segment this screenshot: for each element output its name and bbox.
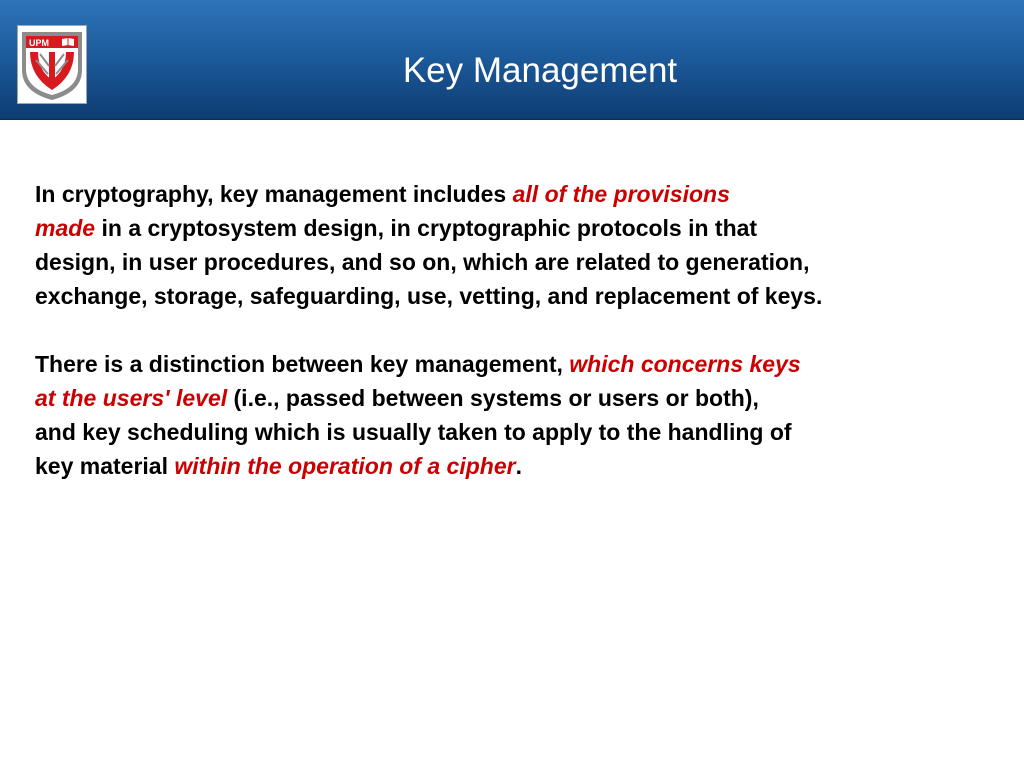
text-segment: . [515, 453, 522, 479]
title-bar [0, 0, 1024, 120]
text-segment: (i.e., passed between systems or users or both), [227, 385, 759, 411]
text-line-4 [35, 453, 522, 479]
upm-logo [17, 25, 87, 104]
text-segment: key material [35, 453, 175, 479]
emphasis-text: within the operation of a cipher [174, 453, 516, 479]
emphasis-text: all of the provisions [512, 181, 730, 207]
paragraph-distinction [35, 347, 1020, 483]
text-segment: In cryptography, key management includes [35, 181, 513, 207]
emphasis-text: at the users' level [35, 385, 228, 411]
text-line-2 [35, 215, 757, 241]
text-line-1 [35, 181, 730, 207]
text-line-4: exchange, storage, safeguarding, use, vetting, and replacement of keys. [35, 283, 823, 309]
text-line-1 [35, 351, 801, 377]
emphasis-text: made [35, 215, 96, 241]
slide-body [35, 177, 1020, 483]
text-line-3: design, in user procedures, and so on, which are related to generation, [35, 249, 810, 275]
upm-crest-icon [18, 26, 86, 103]
emphasis-text: which concerns keys [569, 351, 801, 377]
text-segment: There is a distinction between key management, [35, 351, 570, 377]
page-title: Key Management [402, 51, 678, 90]
text-segment: in a cryptosystem design, in cryptographic protocols in that [95, 215, 758, 241]
paragraph-definition [35, 177, 1020, 313]
text-line-2 [35, 385, 759, 411]
logo-text: UPM [29, 38, 49, 48]
text-line-3: and key scheduling which is usually taken to apply to the handling of [35, 419, 792, 445]
